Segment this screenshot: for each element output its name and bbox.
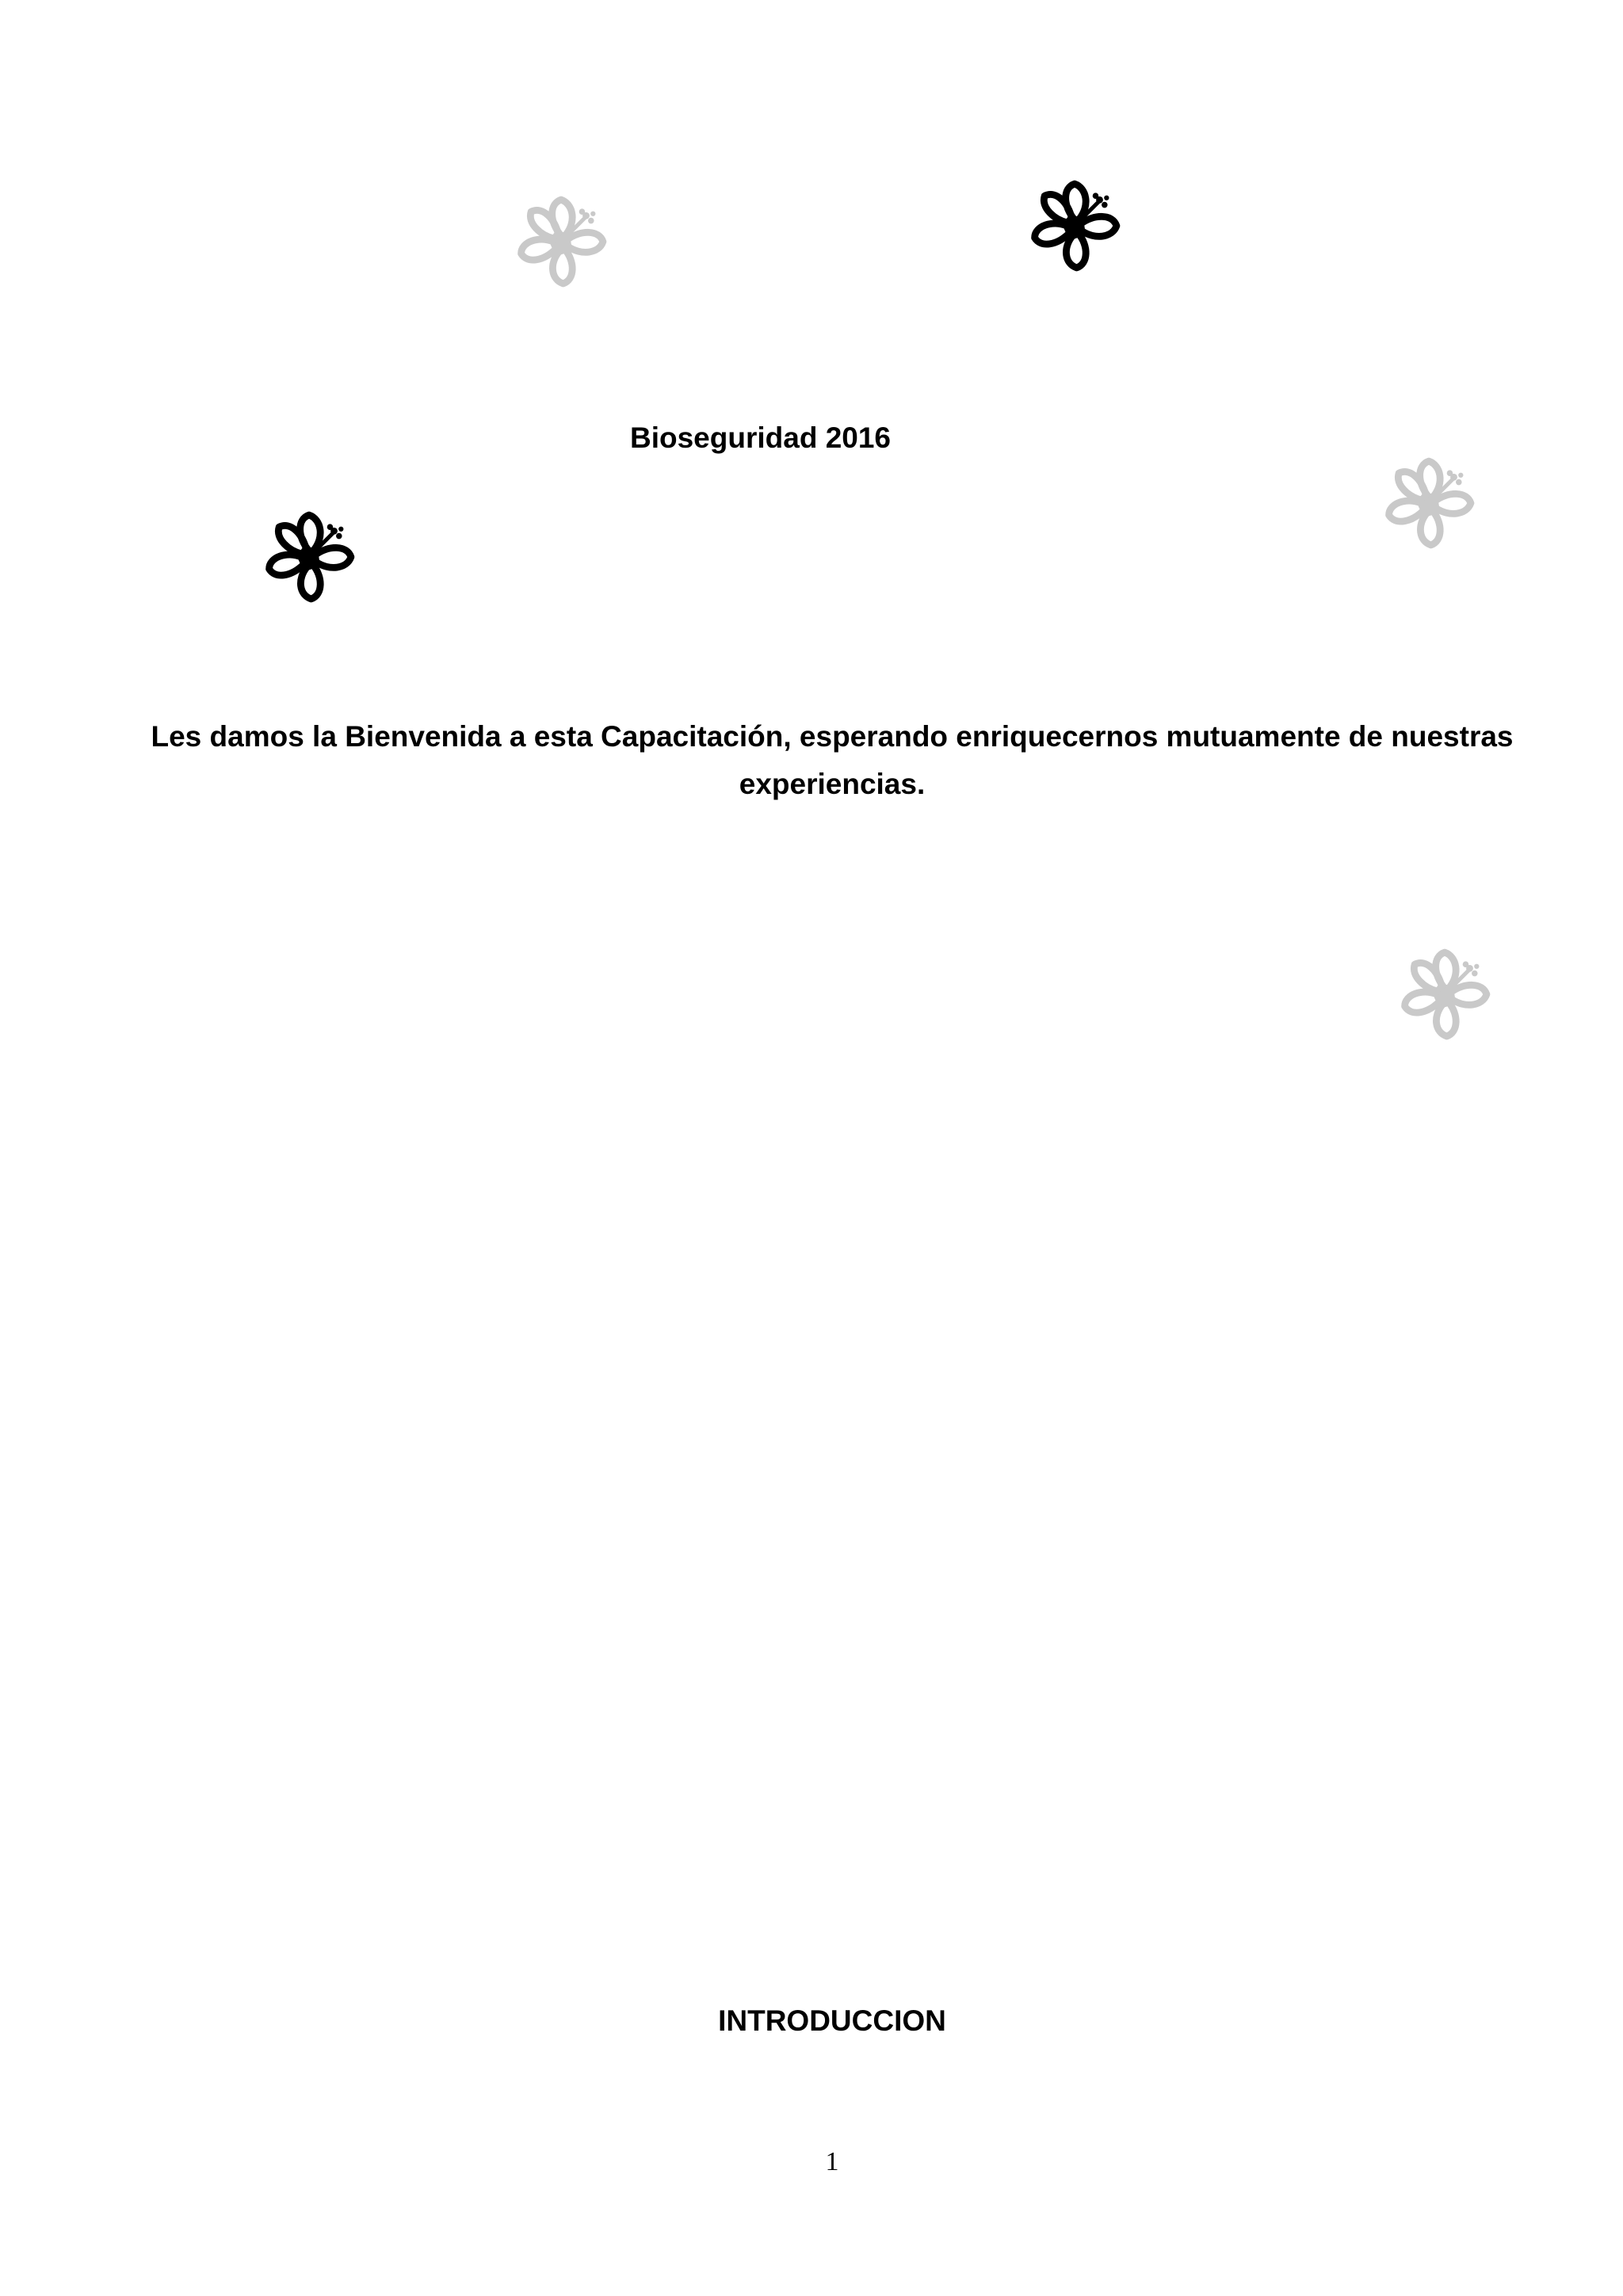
hibiscus-flower-icon (511, 192, 611, 292)
document-title: Bioseguridad 2016 (630, 421, 892, 454)
hibiscus-flower-icon (1379, 453, 1479, 553)
page-number: 1 (825, 2147, 839, 2176)
section-heading-introduccion: INTRODUCCION (718, 2004, 946, 2037)
welcome-paragraph: Les damos la Bienvenida a esta Capacitación, esperando enriquecernos mutuamente de nuestras experiencias. (151, 720, 1514, 800)
hibiscus-flower-icon (259, 507, 359, 607)
hibiscus-flower-icon (1025, 176, 1125, 276)
hibiscus-flower-icon (1395, 944, 1495, 1044)
